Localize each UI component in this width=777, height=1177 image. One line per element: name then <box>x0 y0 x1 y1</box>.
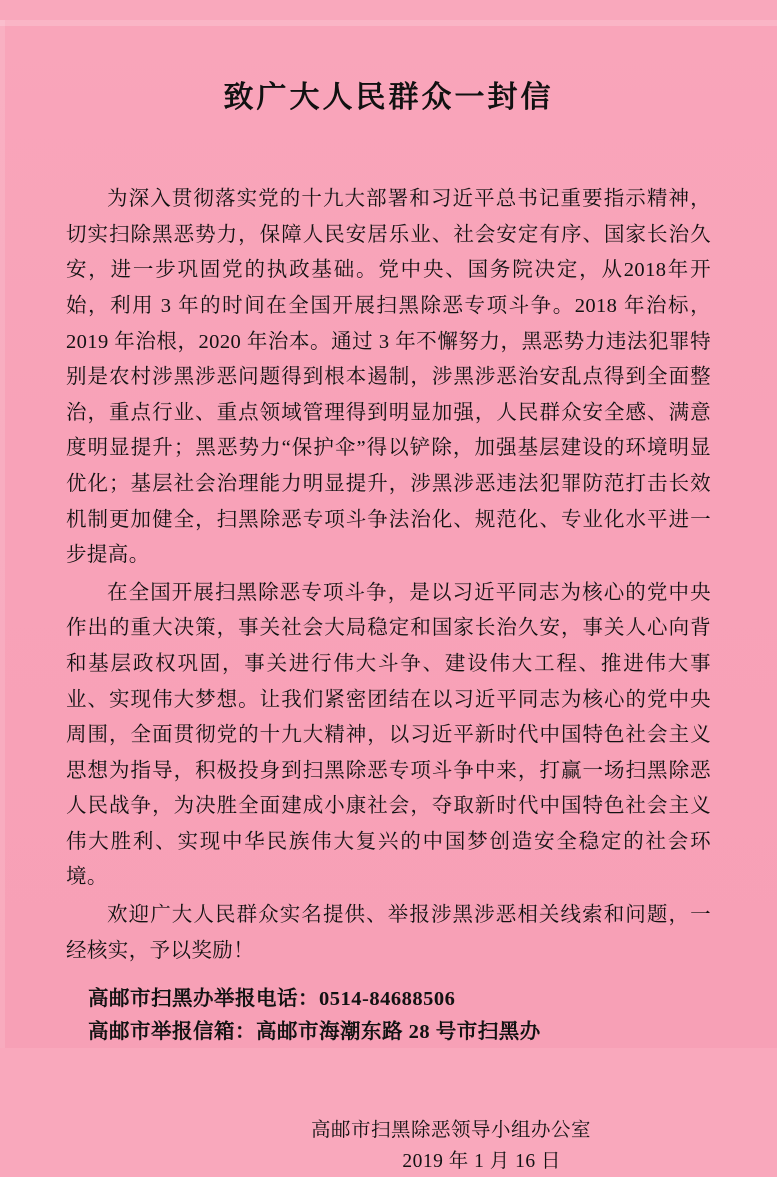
paragraph-3: 欢迎广大人民群众实名提供、举报涉黑涉恶相关线索和问题，一经核实，予以奖励！ <box>66 904 711 962</box>
document-body <box>66 136 711 1177</box>
signature-organization: 高邮市扫黑除恶领导小组办公室 <box>310 1120 591 1142</box>
page-edge-left <box>0 20 5 1048</box>
paragraph-2: 在全国开展扫黑除恶专项斗争，是以习近平同志为核心的党中央作出的重大决策，事关社会大局稳定和国家长治久安，事关人心向背和基层政权巩固，事关进行伟大斗争、建设伟大工程、推进伟大事业、实现伟大梦想。让我们紧密团结在以习近平同志为核心的党中央周围，全面贯彻党的十九大精神，以习近平新时代中国特色社会主义思想为指导，积极投身到扫黑除恶专项斗争中来，打赢一场扫黑除恶人民战争，为决胜全面建成小康社会，夺取新时代中国特色社会主义伟大胜利、实现中华民族伟大复兴的中国梦创造安全稳定的社会环境。 <box>66 581 711 889</box>
page-edge-top <box>0 20 777 26</box>
page-title: 致广大人民群众一封信 <box>223 81 554 115</box>
contact-block <box>66 983 711 1049</box>
paragraph-1: 为深入贯彻落实党的十九大部署和习近平总书记重要指示精神，切实扫除黑恶势力，保障人民安居乐业、社会安定有序、国家长治久安，进一步巩固党的执政基础。党中央、国务院决定，从2018年开始，利用 3 年的时间在全国开展扫黑除恶专项斗争。2018 年治标，2019 年治根，2020 年治本。通过 3 年不懈努力，黑恶势力违法犯罪特别是农村涉黑涉恶问题得到根本遏制，涉黑涉恶治安乱点得到全面整治，重点行业、重点领域管理得到明显加强，人民群众安全感、满意度明显提升；黑恶势力“保护伞”得以铲除，加强基层建设的环境明显优化；基层社会治理能力明显提升，涉黑涉恶违法犯罪防范打击长效机制更加健全，扫黑除恶专项斗争法治化、规范化、专业化水平进一步提高。 <box>66 188 711 567</box>
report-hotline: 高邮市扫黑办举报电话：0514-84688506 <box>88 988 456 1011</box>
signature-block <box>66 1115 711 1177</box>
report-mailbox: 高邮市举报信箱：高邮市海潮东路 28 号市扫黑办 <box>88 1021 541 1044</box>
document-page <box>0 20 777 1173</box>
signature-date: 2019 年 1 月 16 日 <box>402 1151 561 1173</box>
